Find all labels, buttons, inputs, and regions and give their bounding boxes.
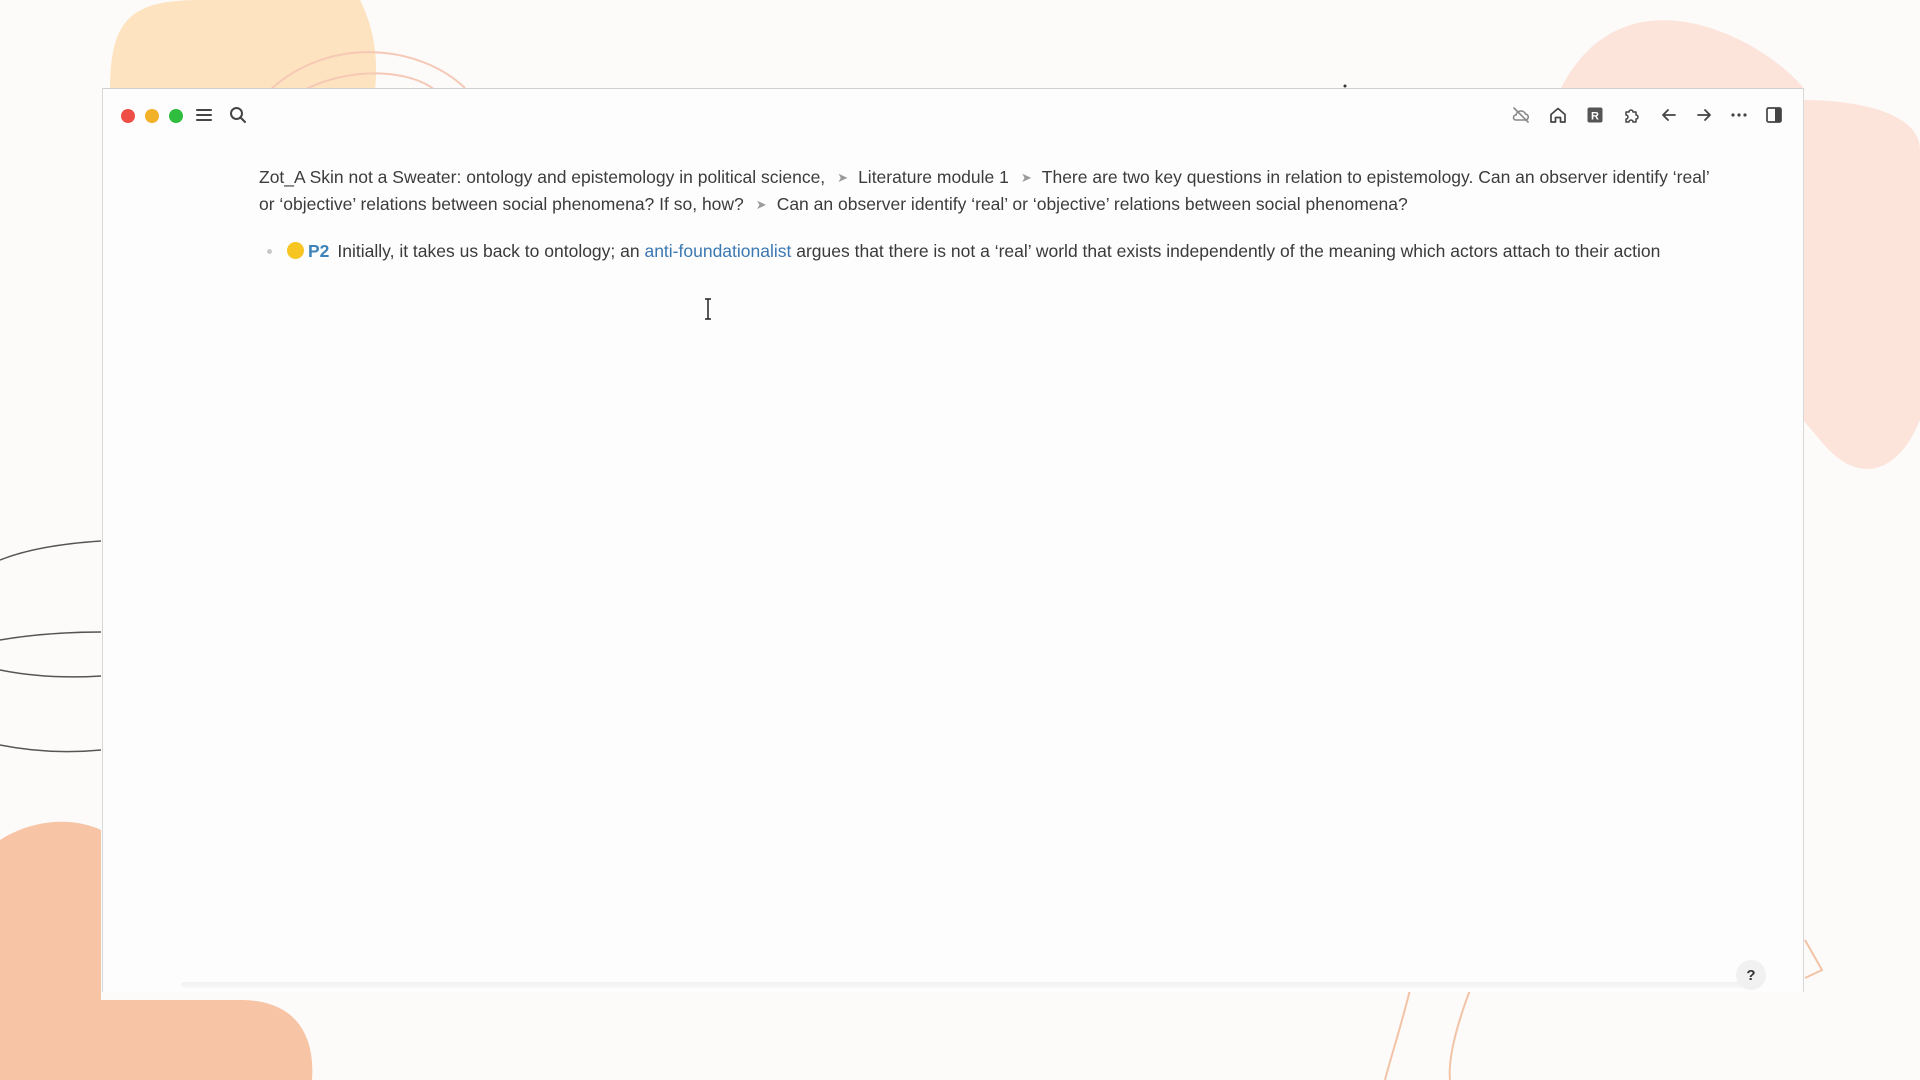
breadcrumb	[259, 164, 1719, 218]
breadcrumb-separator: ➤	[837, 170, 849, 185]
close-window-button[interactable]	[121, 109, 135, 123]
zoom-window-button[interactable]	[169, 109, 183, 123]
search-icon[interactable]	[225, 102, 251, 128]
cloud-off-icon[interactable]	[1508, 102, 1534, 128]
yellow-circle-icon	[287, 242, 304, 259]
text-cursor-icon	[703, 298, 713, 320]
minimize-window-button[interactable]	[145, 109, 159, 123]
breadcrumb-item[interactable]: Literature module 1	[858, 167, 1009, 187]
sidebar-toggle-icon[interactable]	[1761, 102, 1787, 128]
block-text-end: argues that there is not a ‘real’ world that exists independently of the meaning which actors attach to their action	[791, 241, 1661, 261]
block-bullet[interactable]	[267, 249, 272, 254]
breadcrumb-item[interactable]: Can an observer identify ‘real’ or ‘objective’ relations between social phenomena?	[776, 194, 1408, 214]
breadcrumb-separator: ➤	[755, 197, 767, 212]
more-icon[interactable]	[1726, 102, 1752, 128]
page-content	[259, 164, 1719, 264]
bottom-bar	[181, 982, 1761, 988]
block-text-start: Initially, it takes us back to ontology; an	[337, 241, 645, 261]
title-bar	[103, 88, 1803, 140]
app-window	[102, 88, 1804, 992]
breadcrumb-separator: ➤	[1020, 170, 1032, 185]
block-tag[interactable]: P2	[308, 241, 330, 261]
page-link[interactable]: anti-foundationalist	[644, 241, 792, 261]
home-icon[interactable]	[1545, 102, 1571, 128]
r-square-icon[interactable]	[1582, 102, 1608, 128]
block[interactable]	[259, 238, 1719, 264]
puzzle-icon[interactable]	[1619, 102, 1645, 128]
arrow-left-icon[interactable]	[1656, 102, 1682, 128]
breadcrumb-item[interactable]: Zot_A Skin not a Sweater: ontology and epistemology in political science,	[259, 167, 826, 187]
svg-text:R: R	[1591, 110, 1599, 123]
menu-icon[interactable]	[191, 102, 217, 128]
help-button[interactable]: ?	[1736, 960, 1766, 990]
breadcrumb-item[interactable]: There are two key questions in relation to epistemology. Can an observer identify ‘real’ or ‘objective’ relations between social phenomena? If so, how?	[259, 167, 1710, 214]
arrow-right-icon[interactable]	[1691, 102, 1717, 128]
